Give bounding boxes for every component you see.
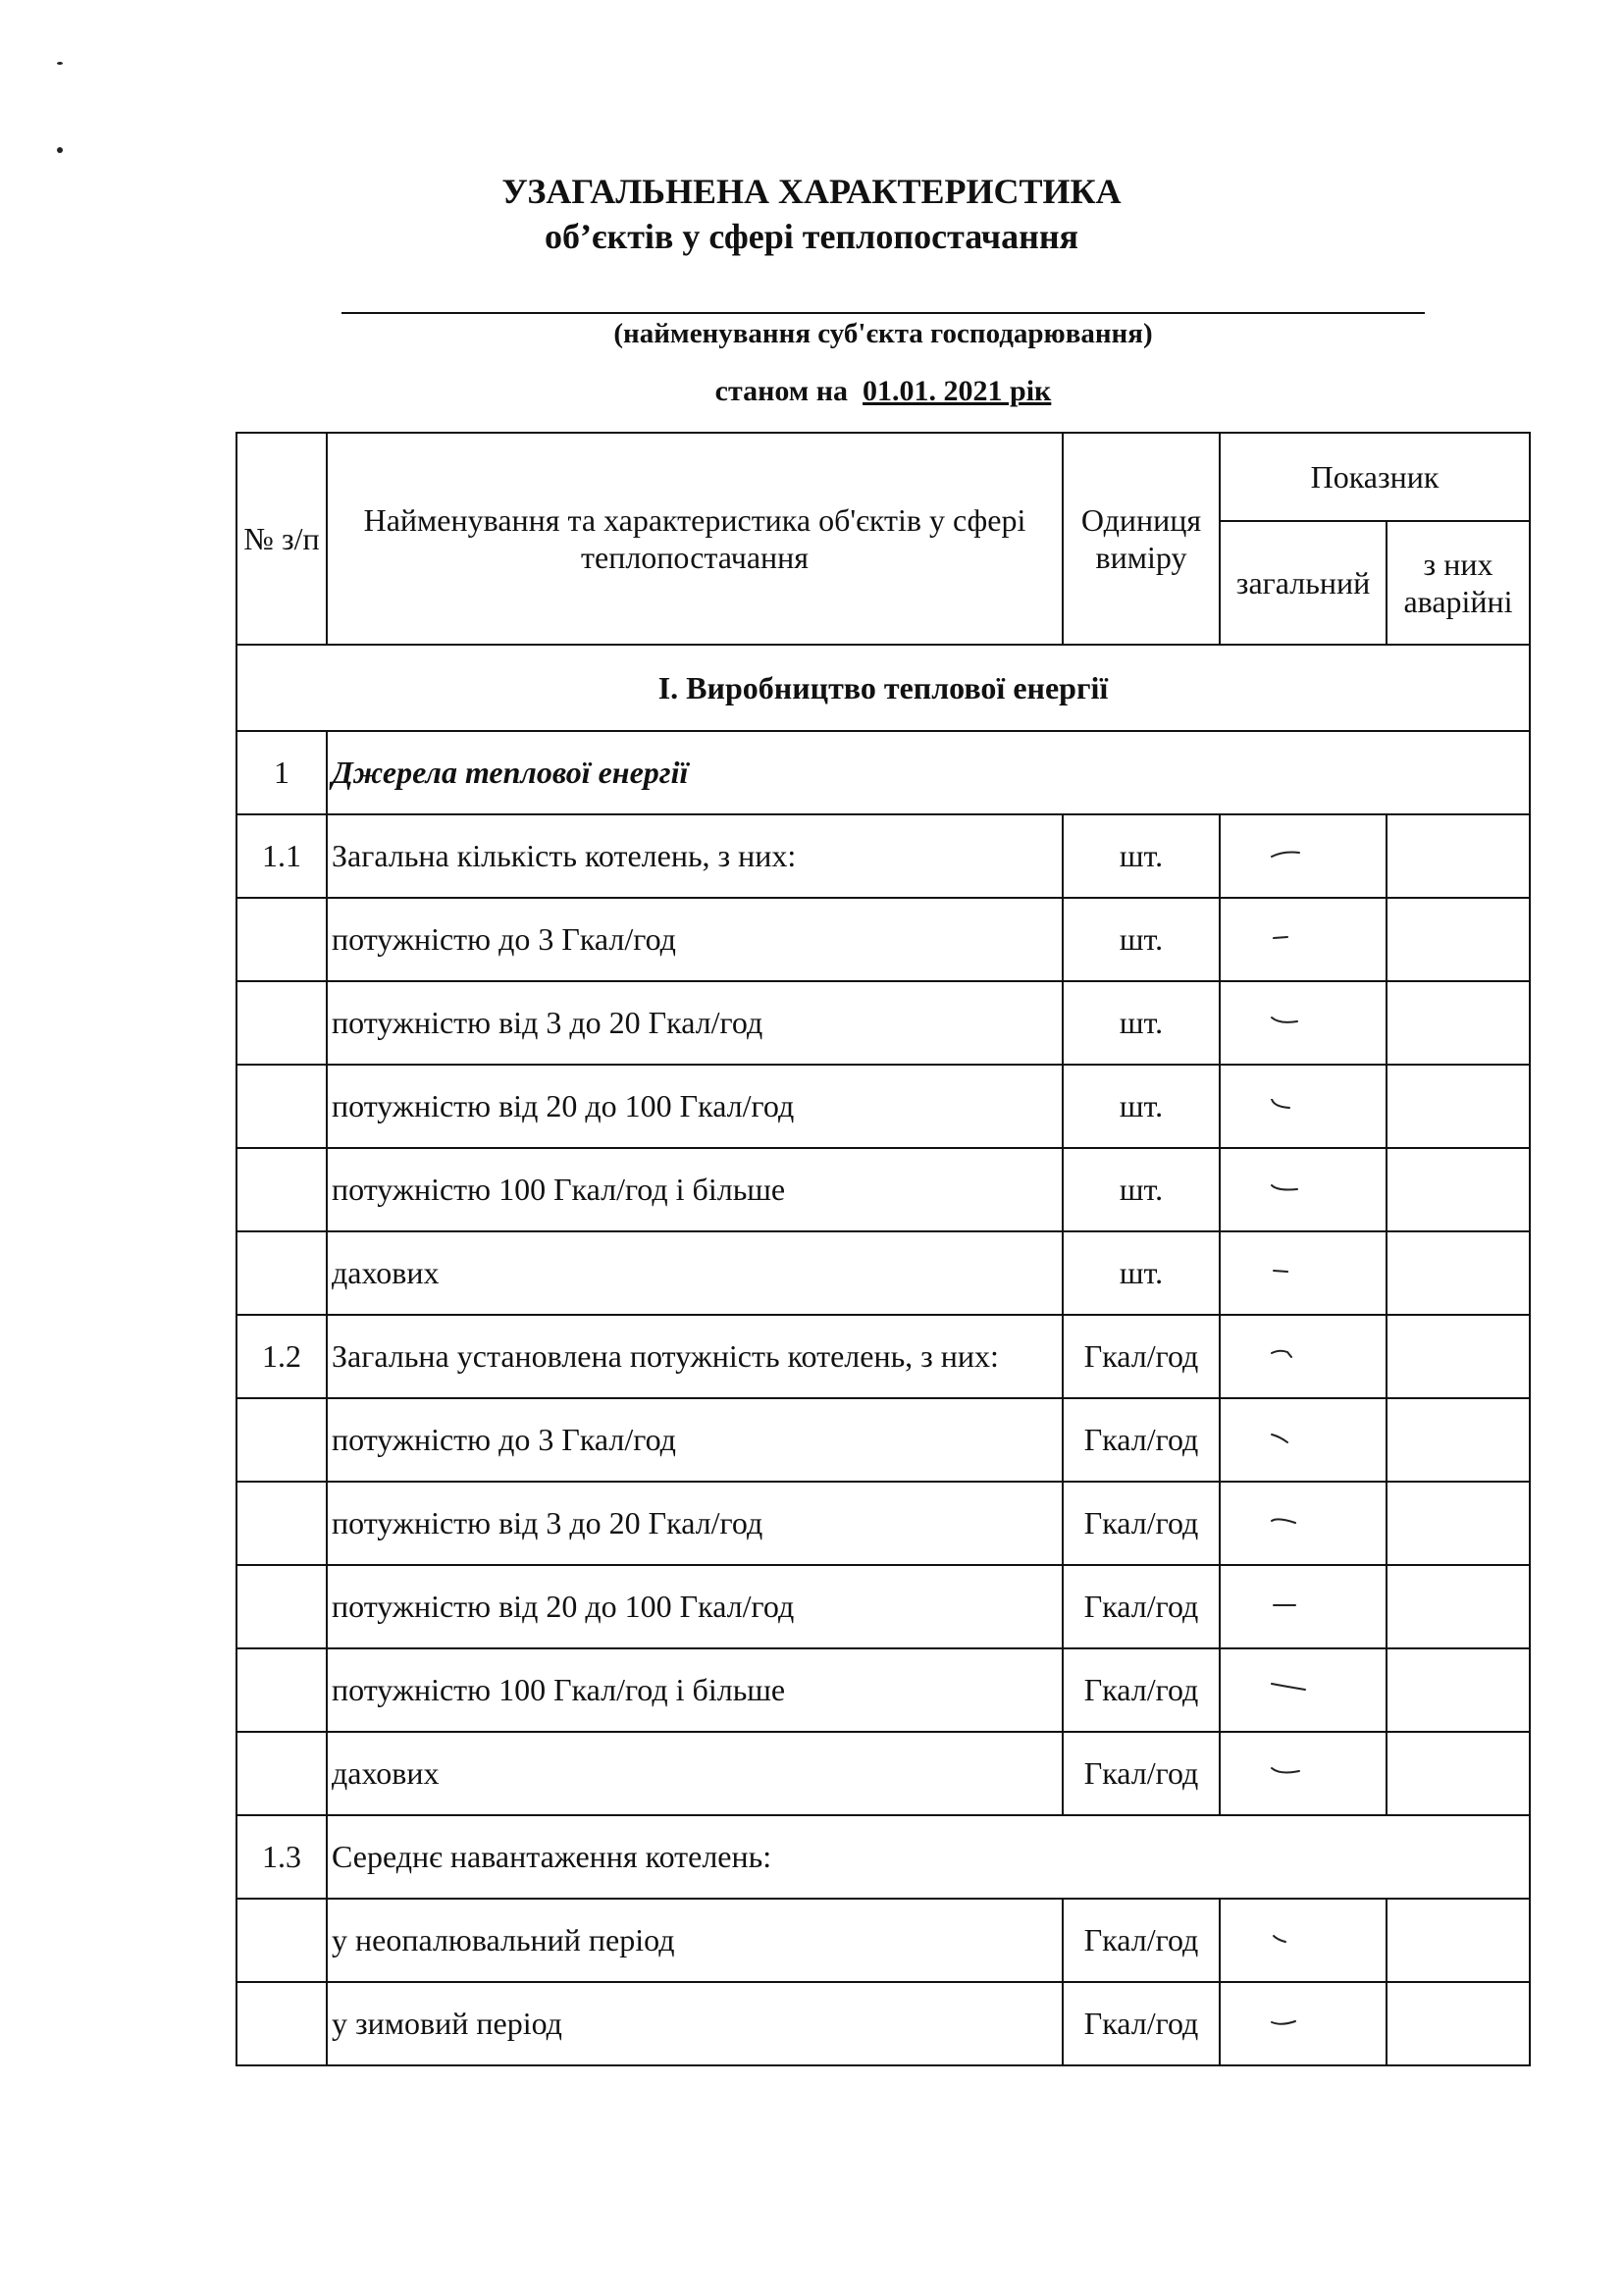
- table-row: [236, 1899, 1530, 1982]
- table-row: [236, 1815, 1530, 1899]
- row-name: потужністю 100 Гкал/год і більше: [327, 1148, 1063, 1231]
- table-row: [236, 1148, 1530, 1231]
- row-unit: Гкал/год: [1063, 1315, 1220, 1398]
- as-of-date-line: [0, 375, 1623, 408]
- row-unit: шт.: [1063, 1148, 1220, 1231]
- handwritten-dash-mark: [1270, 2016, 1309, 2030]
- header-emergency: з них аварійні: [1387, 521, 1530, 645]
- row-name: у зимовий період: [327, 1982, 1063, 2065]
- row-name: потужністю до 3 Гкал/год: [327, 1398, 1063, 1482]
- row-emergency-value: [1387, 1398, 1530, 1482]
- scan-speck: [57, 147, 63, 153]
- row-name: потужністю від 20 до 100 Гкал/год: [327, 1065, 1063, 1148]
- row-number: 1: [236, 731, 327, 814]
- header-num: № з/п: [236, 433, 327, 645]
- row-total-value: [1220, 1231, 1387, 1315]
- table-row: [236, 981, 1530, 1065]
- row-name: потужністю до 3 Гкал/год: [327, 898, 1063, 981]
- handwritten-dash-mark: [1270, 1349, 1309, 1363]
- row-name: потужністю від 20 до 100 Гкал/год: [327, 1565, 1063, 1648]
- handwritten-dash-mark: [1270, 1016, 1309, 1029]
- row-name: Загальна установлена потужність котелень, з них:: [327, 1315, 1063, 1398]
- entity-name-blank-line: [341, 312, 1425, 314]
- handwritten-dash-mark: [1270, 849, 1309, 862]
- row-emergency-value: [1387, 1065, 1530, 1148]
- row-unit: шт.: [1063, 814, 1220, 898]
- row-emergency-value: [1387, 1732, 1530, 1815]
- row-total-value: [1220, 1315, 1387, 1398]
- row-number: 1.2: [236, 1315, 327, 1398]
- row-number: [236, 1648, 327, 1732]
- characteristics-table: [236, 432, 1531, 2066]
- row-total-value: [1220, 1732, 1387, 1815]
- entity-name-caption: (найменування суб'єкта господарювання): [613, 318, 1153, 349]
- row-total-value: [1220, 1899, 1387, 1982]
- row-total-value: [1220, 898, 1387, 981]
- row-number: 1.1: [236, 814, 327, 898]
- row-number: [236, 1231, 327, 1315]
- table-row: [236, 814, 1530, 898]
- as-of-date: 01.01. 2021 рік: [863, 375, 1052, 407]
- handwritten-dash-mark: [1270, 932, 1309, 946]
- row-unit: Гкал/год: [1063, 1565, 1220, 1648]
- table-row: [236, 1982, 1530, 2065]
- row-name: дахових: [327, 1231, 1063, 1315]
- row-name: у неопалювальний період: [327, 1899, 1063, 1982]
- header-name: Найменування та характеристика об'єктів у сфері теплопостачання: [327, 433, 1063, 645]
- handwritten-dash-mark: [1270, 1933, 1309, 1947]
- handwritten-dash-mark: [1270, 1266, 1309, 1279]
- row-number: [236, 898, 327, 981]
- header-unit: Одиниця виміру: [1063, 433, 1220, 645]
- row-total-value: [1220, 1648, 1387, 1732]
- row-emergency-value: [1387, 981, 1530, 1065]
- row-emergency-value: [1387, 1148, 1530, 1231]
- table-row: [236, 1398, 1530, 1482]
- row-total-value: [1220, 1148, 1387, 1231]
- table-body: [236, 731, 1530, 2065]
- row-emergency-value: [1387, 1648, 1530, 1732]
- table-row: [236, 1565, 1530, 1648]
- row-unit: Гкал/год: [1063, 1648, 1220, 1732]
- handwritten-dash-mark: [1270, 1182, 1309, 1196]
- row-number: [236, 1982, 327, 2065]
- row-number: [236, 1148, 327, 1231]
- header-indicator: Показник: [1220, 433, 1530, 521]
- table-row: [236, 1732, 1530, 1815]
- row-unit: Гкал/год: [1063, 1732, 1220, 1815]
- handwritten-dash-mark: [1270, 1766, 1309, 1780]
- row-name: потужністю від 3 до 20 Гкал/год: [327, 981, 1063, 1065]
- row-number: [236, 1482, 327, 1565]
- row-emergency-value: [1387, 898, 1530, 981]
- row-number: [236, 1732, 327, 1815]
- row-number: [236, 1899, 327, 1982]
- row-unit: Гкал/год: [1063, 1982, 1220, 2065]
- title-line-1: УЗАГАЛЬНЕНА ХАРАКТЕРИСТИКА: [501, 172, 1122, 211]
- handwritten-dash-mark: [1270, 1683, 1309, 1696]
- row-emergency-value: [1387, 1315, 1530, 1398]
- row-name: Джерела теплової енергії: [327, 731, 1530, 814]
- handwritten-dash-mark: [1270, 1599, 1309, 1613]
- row-emergency-value: [1387, 1899, 1530, 1982]
- row-number: [236, 1398, 327, 1482]
- row-name: Середнє навантаження котелень:: [327, 1815, 1530, 1899]
- title-line-2: об’єктів у сфері теплопостачання: [544, 217, 1079, 256]
- row-total-value: [1220, 814, 1387, 898]
- row-name: потужністю 100 Гкал/год і більше: [327, 1648, 1063, 1732]
- row-total-value: [1220, 1982, 1387, 2065]
- handwritten-dash-mark: [1270, 1433, 1309, 1446]
- row-total-value: [1220, 1065, 1387, 1148]
- document-title: [0, 169, 1623, 259]
- row-unit: Гкал/год: [1063, 1398, 1220, 1482]
- row-number: 1.3: [236, 1815, 327, 1899]
- row-unit: шт.: [1063, 1065, 1220, 1148]
- row-total-value: [1220, 1565, 1387, 1648]
- table-row: [236, 1648, 1530, 1732]
- table-row: [236, 898, 1530, 981]
- handwritten-dash-mark: [1270, 1099, 1309, 1113]
- as-of-prefix: станом на: [714, 375, 849, 407]
- section-title: I. Виробництво теплової енергії: [236, 645, 1530, 731]
- table-row: [236, 1315, 1530, 1398]
- row-emergency-value: [1387, 814, 1530, 898]
- row-emergency-value: [1387, 1482, 1530, 1565]
- row-number: [236, 981, 327, 1065]
- row-name: потужністю від 3 до 20 Гкал/год: [327, 1482, 1063, 1565]
- row-total-value: [1220, 1398, 1387, 1482]
- row-total-value: [1220, 981, 1387, 1065]
- table-row: [236, 1065, 1530, 1148]
- row-unit: Гкал/год: [1063, 1482, 1220, 1565]
- row-name: Загальна кількість котелень, з них:: [327, 814, 1063, 898]
- row-unit: шт.: [1063, 1231, 1220, 1315]
- row-number: [236, 1065, 327, 1148]
- row-emergency-value: [1387, 1565, 1530, 1648]
- handwritten-dash-mark: [1270, 1516, 1309, 1530]
- row-emergency-value: [1387, 1982, 1530, 2065]
- row-total-value: [1220, 1482, 1387, 1565]
- row-unit: шт.: [1063, 898, 1220, 981]
- header-total: загальний: [1220, 521, 1387, 645]
- table-row: [236, 1231, 1530, 1315]
- row-unit: Гкал/год: [1063, 1899, 1220, 1982]
- table-row: [236, 731, 1530, 814]
- table-row: [236, 1482, 1530, 1565]
- row-name: дахових: [327, 1732, 1063, 1815]
- row-number: [236, 1565, 327, 1648]
- row-unit: шт.: [1063, 981, 1220, 1065]
- row-emergency-value: [1387, 1231, 1530, 1315]
- scan-speck: [57, 62, 63, 65]
